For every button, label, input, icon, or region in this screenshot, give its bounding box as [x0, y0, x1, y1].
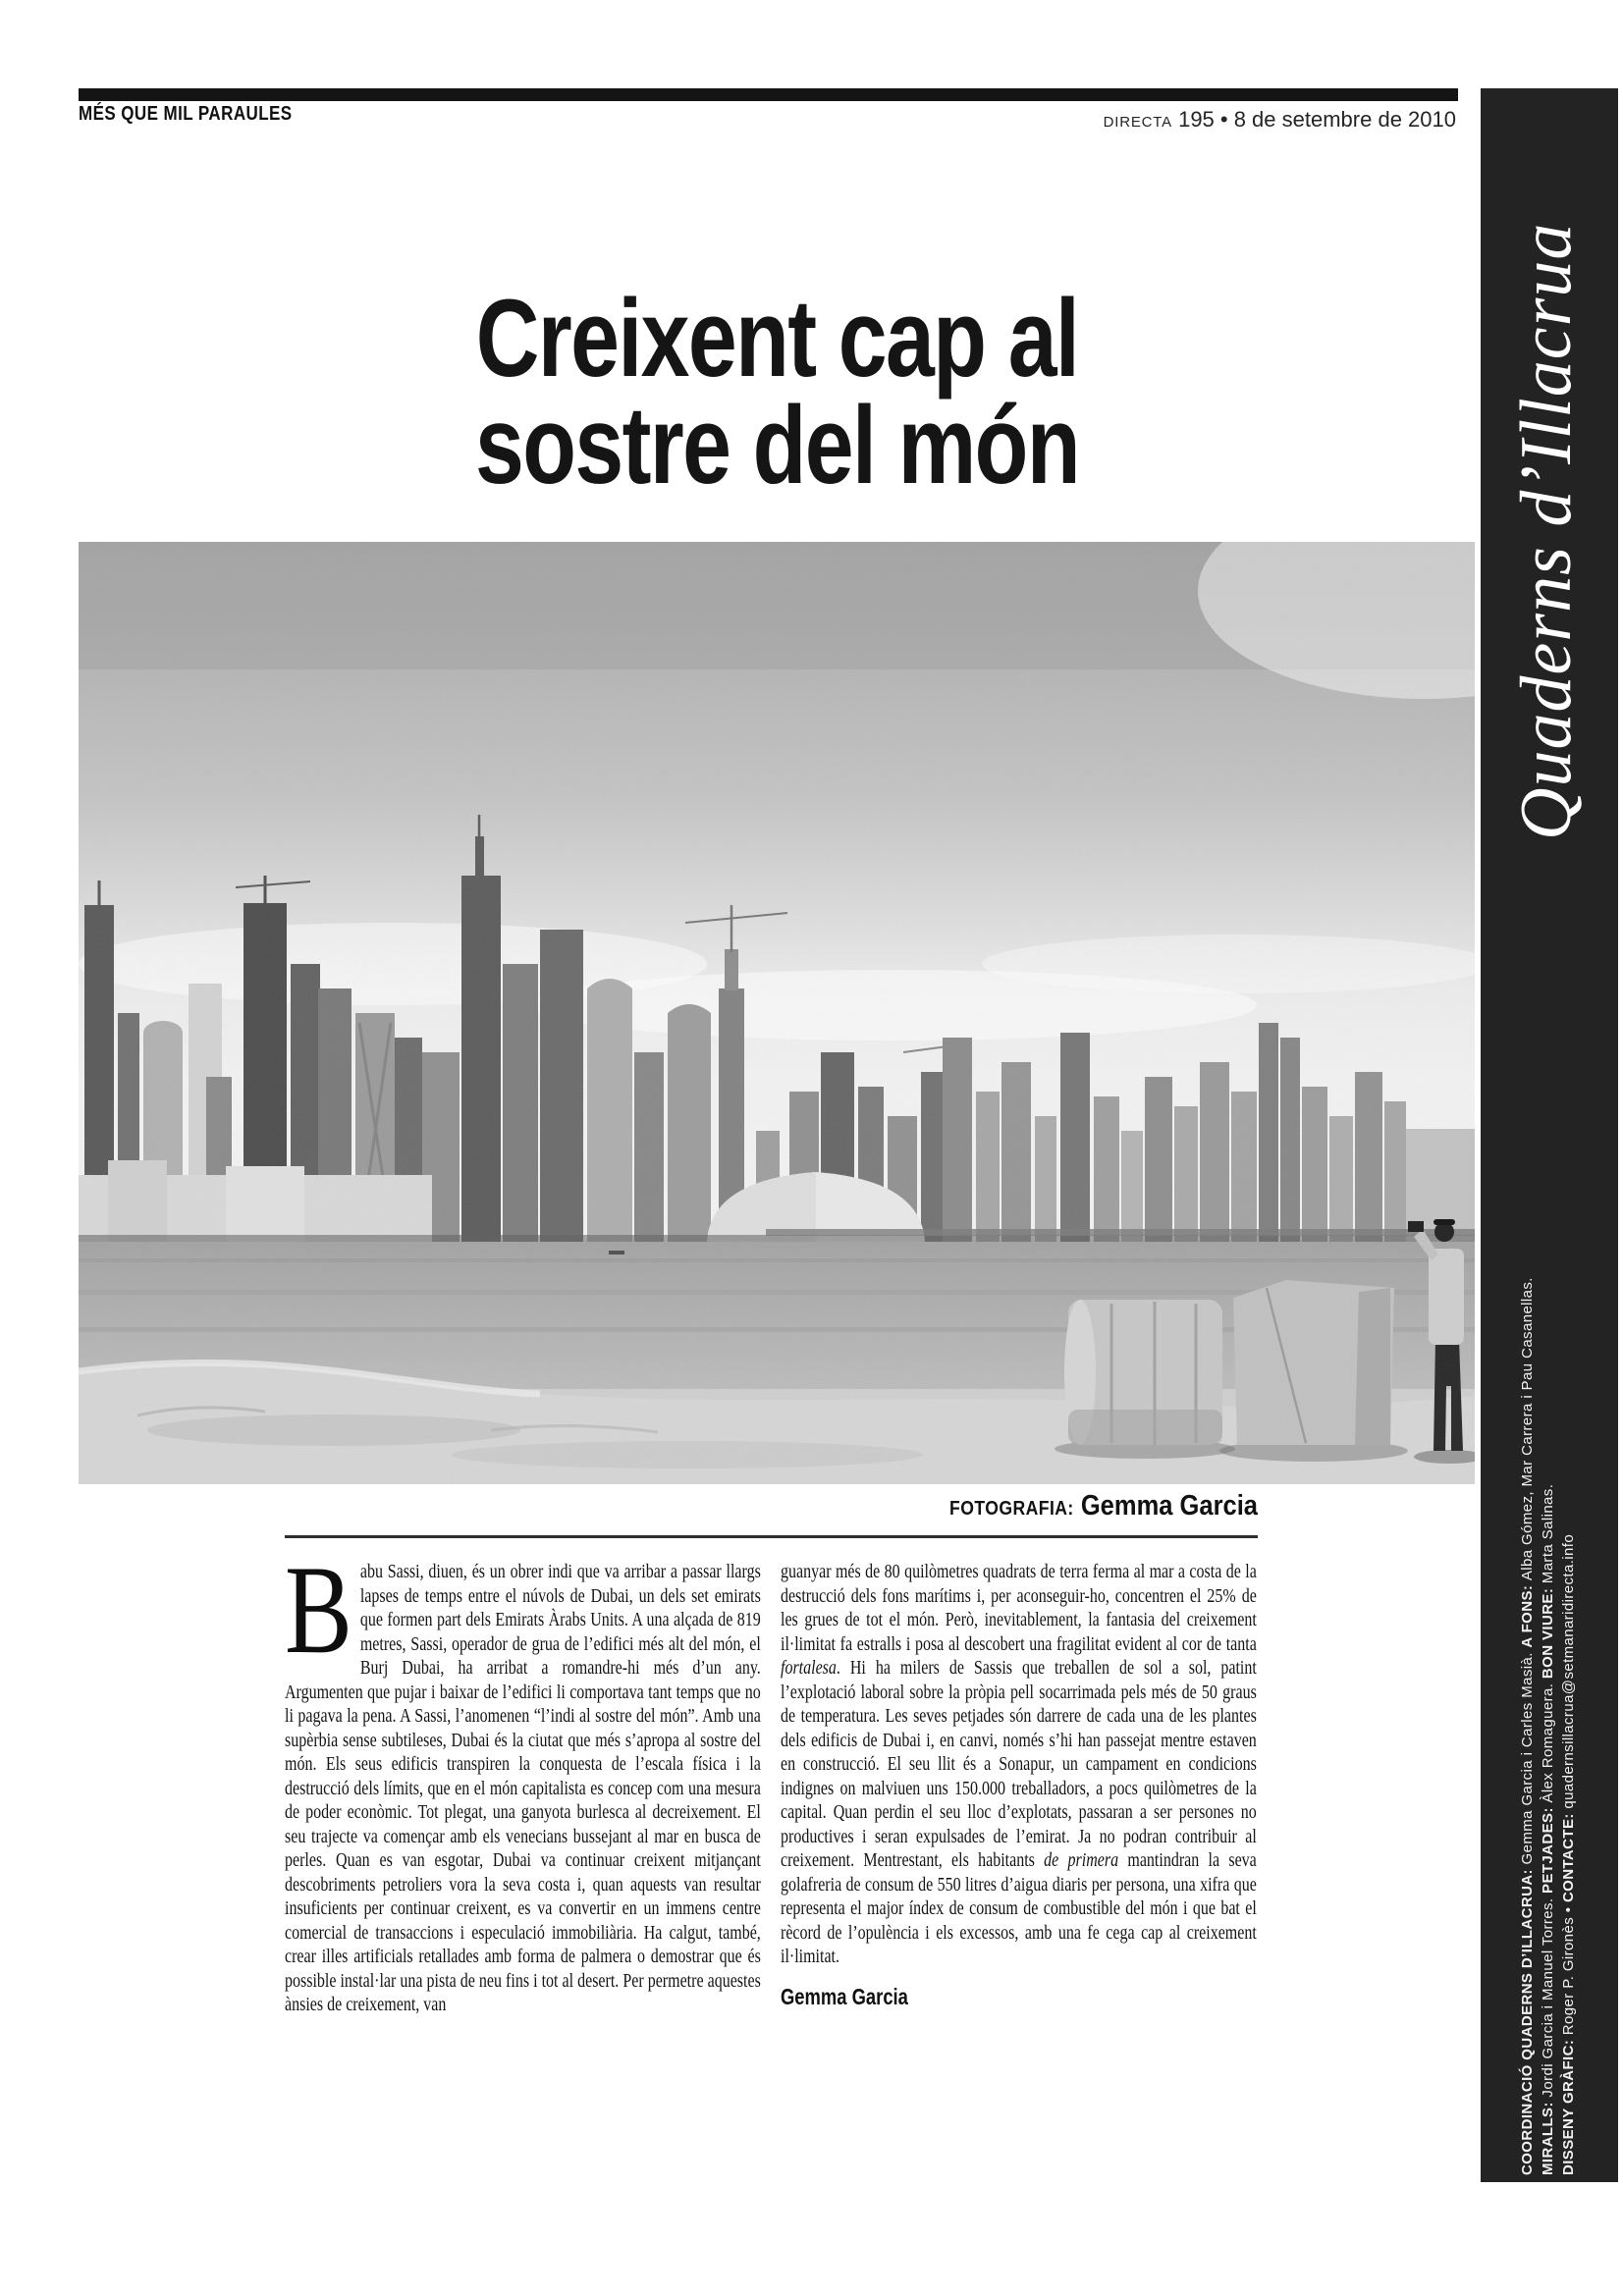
body-text-left: abu Sassi, diuen, és un obrer indi que va arribar a passar llargs lapses de temps entre el núvols de Dubai, un dels set emirats que formen part dels Emirats Àrabs Units. A una alçada de 819 metres, Sassi, operador de grua de l’edifici més alt del món, el Burj Dubai, ha arribat a romandre-hi més d’un any. Argumenten que pujar i baixar de l’edifici li comportava tant temps que no li pagava la pena. A Sassi, l’anomenen “l’indi al sostre del món”. Amb una supèrbia sense subtileses, Dubai és la ciutat que més s’apropa al sostre del món. Els seus edificis transpiren la conquesta de l’escala física i la destrucció dels límits, que en el món capitalista es concep com una mesura de poder econòmic. Tot plegat, una ganyota burlesca al decreixement. El seu trajecte va començar amb els venecians bussejant al mar en busca de perles. Quan es van esgotar, Dubai va continuar creixent mitjançant descobriments petroliers vora la seva costa i, quan aquests van resultar insuficients per continuar creixent, es va convertir en un immens centre comercial de transaccions i especulació immobiliària. Ha calgut, també, crear illes artificials retallades amb forma de palmera o demostrar que és possible instal·lar una pista de neu fins i tot al desert. Per permetre aquestes ànsies de creixement, van	[285, 1561, 761, 2015]
body-column-right	[781, 1560, 1257, 2008]
article-divider-rule	[285, 1535, 1258, 1538]
sidebar-credits-line1: COORDINACIÓ QUADERNS D’ILLACRUA: Gemma Garcia i Carles Masià. A FONS: Alba Gómez, Mar Carrera i Pau Casanellas.	[1519, 1277, 1536, 2175]
photo-credit	[670, 1490, 1258, 1522]
sidebar-credits-line2: MIRALLS: Jordi Garcia i Manuel Torres. PETJADES: Àlex Romaguera. BON VIURE: Marta Salinas.	[1540, 1483, 1556, 2175]
sidebar-credits-line3: DISSENY GRÀFIC: Roger P. Gironès • CONTACTE: quadernsillacrua@setmanaridirecta.info	[1560, 1533, 1577, 2175]
article-title-line1: Creixent cap al	[475, 277, 1079, 400]
author-byline: Gemma Garcia	[781, 1983, 908, 2009]
publication-name: DIRECTA	[1103, 114, 1172, 131]
top-divider-bar	[79, 88, 1458, 101]
issue-number-date: 195 • 8 de setembre de 2010	[1171, 107, 1456, 132]
photo-credit-name: Gemma Garcia	[1073, 1490, 1258, 1522]
dubai-skyline-photo	[79, 542, 1475, 1484]
sidebar-section-title: Quaderns d’Illacrua	[1506, 222, 1587, 840]
issue-dateline	[769, 107, 1456, 133]
body-column-left	[285, 1539, 761, 2017]
skyline-illustration	[79, 542, 1475, 1484]
article-title	[79, 277, 1476, 507]
body-text-right: guanyar més de 80 quilòmetres quadrats de terra ferma al mar a costa de la destrucció dels fons marítims i, per aconseguir-ho, concentren el 25% de les grues de tot el món. Però, inevitablement, la fantasia del creixement il·limitat fa estralls i posa al descobert una fragilitat evident al cor de tanta fortalesa. Hi ha milers de Sassis que treballen de sol a sol, patint l’explotació laboral sobre la pròpia pell socarrimada pels més de 50 graus de temperatura. Les seves petjades són darrere de cada una de les plantes dels edificis de Dubai i, en canvi, només s’hi han passejat mentre estaven en construcció. El seu llit és a Sonapur, un campament en condicions indignes on malviuen uns 150.000 treballadors, a pocs quilòmetres de la capital. Quan perdin el seu lloc d’explotats, passaran a ser persones no productives i seran expulsades de l’emirat. Ja no podran contribuir al creixement. Mentrestant, els habitants de primera mantindran la seva golafreria de consum de 550 litres d’aigua diaris per persona, una xifra que representa el major índex de consum de combustible del món i que bat el rècord de l’opulència i els excessos, amb una fe cega cap al creixement il·limitat.	[781, 1561, 1257, 1967]
section-masthead: MÉS QUE MIL PARAULES	[79, 103, 293, 125]
photo-credit-label: FOTOGRAFIA:	[949, 1498, 1074, 1520]
article-title-line2: sostre del món	[475, 383, 1079, 507]
drop-cap: B	[285, 1539, 352, 1680]
